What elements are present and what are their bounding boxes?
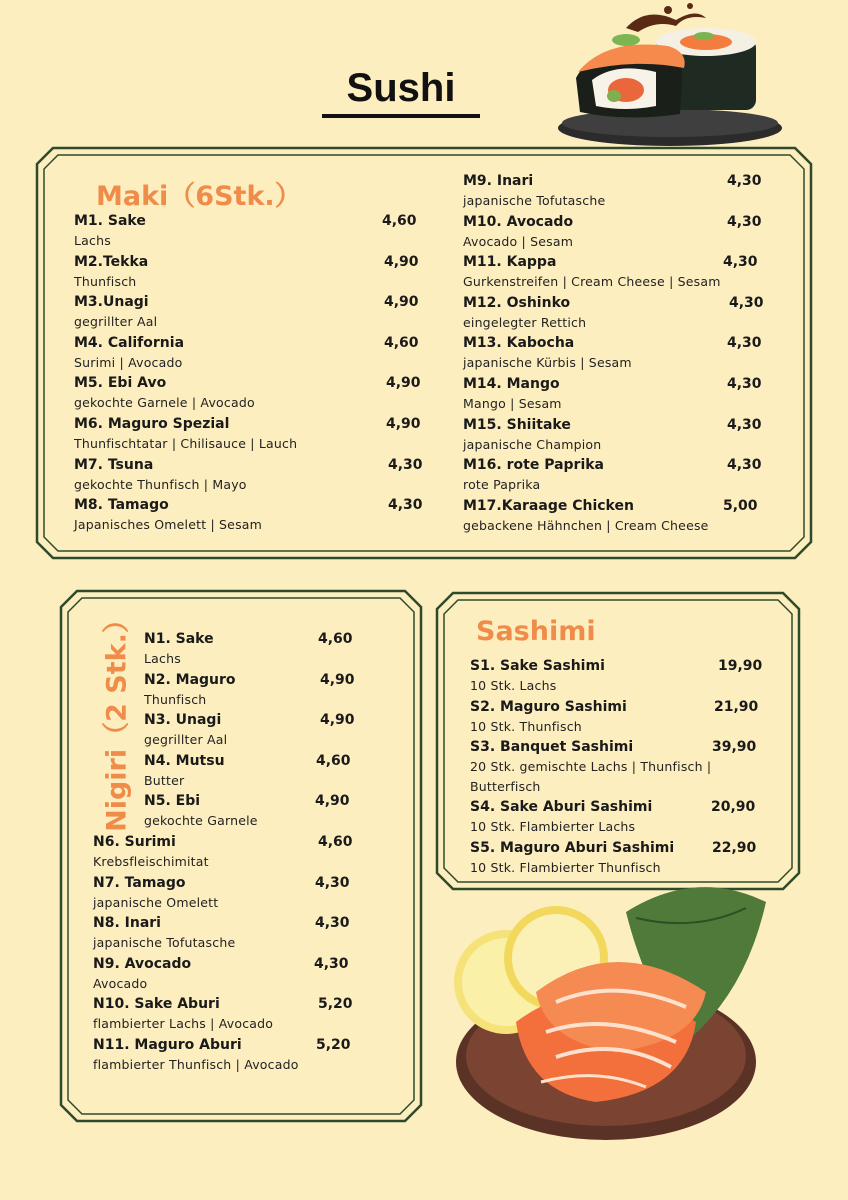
menu-item-price: 22,90: [712, 840, 757, 856]
menu-item-name: N2. Maguro: [144, 671, 236, 688]
menu-item-description: Mango | Sesam: [463, 396, 562, 411]
menu-item-description-continued: Butterfisch: [470, 779, 541, 794]
menu-item-price: 4,30: [727, 213, 762, 230]
menu-item-price: 4,30: [727, 416, 762, 433]
menu-item-price: 5,20: [318, 996, 353, 1013]
menu-item-name: N5. Ebi: [144, 793, 201, 810]
menu-item-name: M3.Unagi: [74, 294, 149, 311]
menu-item-price: 4,30: [727, 457, 762, 474]
menu-item-description: Thunfisch: [144, 691, 207, 707]
menu-item-price: 4,30: [314, 955, 349, 972]
menu-item-price: 4,90: [384, 294, 419, 311]
menu-item-price: 39,90: [712, 739, 757, 755]
menu-item-description: Avocado: [93, 975, 148, 991]
menu-item-name: M10. Avocado: [463, 213, 574, 230]
menu-item-description: flambierter Thunfisch | Avocado: [93, 1057, 299, 1072]
menu-item-description: Krebsfleischimitat: [93, 854, 209, 869]
menu-item-price: 4,60: [384, 334, 419, 351]
menu-item-price: 4,90: [315, 793, 350, 810]
menu-item-description: 10 Stk. Flambierter Lachs: [470, 819, 636, 834]
menu-item-name: N6. Surimi: [93, 834, 176, 850]
menu-item-name: M11. Kappa: [463, 254, 557, 271]
menu-item-price: 4,30: [388, 497, 423, 514]
menu-item-price: 4,30: [727, 335, 762, 352]
menu-item-name: M8. Tamago: [74, 497, 169, 514]
nigiri-title-text: Nigiri（2 Stk.）: [101, 606, 133, 832]
menu-item-price: 4,30: [723, 254, 758, 271]
menu-item-name: M6. Maguro Spezial: [74, 416, 230, 432]
menu-item-price: 4,90: [320, 671, 355, 688]
menu-item-description: Avocado | Sesam: [463, 233, 574, 249]
menu-item-name: S5. Maguro Aburi Sashimi: [470, 840, 675, 856]
menu-item-description: Lachs: [144, 651, 181, 666]
menu-item-price: 4,30: [727, 173, 762, 189]
menu-item-price: 4,60: [318, 631, 353, 647]
menu-item-price: 4,30: [315, 915, 350, 932]
menu-item-description: 20 Stk. gemischte Lachs | Thunfisch |: [470, 759, 712, 774]
menu-item-description: gegrillter Aal: [74, 314, 158, 330]
menu-item-name: M13. Kabocha: [463, 335, 575, 352]
menu-item-name: M15. Shiitake: [463, 416, 571, 433]
menu-item-price: 4,30: [727, 376, 762, 392]
menu-item-description: gebackene Hähnchen | Cream Cheese: [463, 517, 709, 533]
menu-item-name: N11. Maguro Aburi: [93, 1037, 242, 1053]
menu-item-name: S3. Banquet Sashimi: [470, 739, 634, 755]
menu-item-price: 21,90: [714, 699, 759, 715]
menu-item-name: M2.Tekka: [74, 253, 149, 270]
menu-item-price: 4,30: [388, 456, 423, 473]
menu-item-description: Surimi | Avocado: [74, 354, 183, 370]
menu-item-name: M1. Sake: [74, 213, 146, 229]
menu-item-name: M17.Karaage Chicken: [463, 497, 634, 514]
sashimi-title: Sashimi: [476, 616, 596, 647]
menu-item-price: 4,60: [318, 834, 353, 850]
menu-item-description: japanische Champion: [463, 436, 602, 452]
menu-item-name: N10. Sake Aburi: [93, 996, 220, 1013]
page-title: Sushi: [322, 64, 480, 118]
menu-item-description: 10 Stk. Flambierter Thunfisch: [470, 860, 661, 875]
menu-item-description: japanische Tofutasche: [463, 193, 606, 208]
menu-item-name: N9. Avocado: [93, 955, 192, 972]
sushi-roll-image: [556, 2, 786, 150]
menu-item-name: N1. Sake: [144, 631, 214, 647]
menu-item-price: 4,90: [386, 416, 421, 432]
menu-item-price: 4,90: [386, 375, 421, 392]
menu-item-name: M7. Tsuna: [74, 456, 154, 473]
sashimi-plate-image: [446, 872, 776, 1144]
menu-item-name: N8. Inari: [93, 915, 161, 932]
menu-item-name: S4. Sake Aburi Sashimi: [470, 799, 653, 815]
menu-item-name: M4. California: [74, 334, 185, 351]
menu-item-name: M5. Ebi Avo: [74, 375, 167, 392]
menu-item-description: gekochte Garnele | Avocado: [74, 395, 255, 411]
menu-item-name: S1. Sake Sashimi: [470, 658, 605, 674]
menu-item-price: 4,30: [315, 874, 350, 891]
menu-item-name: S2. Maguro Sashimi: [470, 699, 627, 715]
menu-item-price: 19,90: [718, 658, 763, 674]
menu-item-name: M16. rote Paprika: [463, 457, 605, 474]
menu-item-description: gekochte Garnele: [144, 813, 258, 829]
menu-item-description: japanische Kürbis | Sesam: [463, 355, 632, 371]
menu-item-description: 10 Stk. Thunfisch: [470, 719, 582, 734]
menu-item-description: japanische Tofutasche: [93, 935, 236, 951]
menu-item-name: N4. Mutsu: [144, 752, 225, 769]
menu-item-price: 4,90: [384, 253, 419, 270]
menu-item-price: 4,60: [382, 213, 417, 229]
menu-item-description: Japanisches Omelett | Sesam: [74, 517, 263, 533]
menu-item-description: Gurkenstreifen | Cream Cheese | Sesam: [463, 274, 721, 290]
menu-item-description: Butter: [144, 772, 185, 788]
maki-title: Maki（6Stk.）: [96, 181, 302, 212]
menu-item-description: Thunfisch: [74, 273, 137, 289]
menu-item-description: japanische Omelett: [93, 894, 219, 910]
menu-item-price: 4,90: [320, 712, 355, 729]
menu-item-description: eingelegter Rettich: [463, 314, 587, 330]
menu-item-description: gegrillter Aal: [144, 732, 228, 748]
menu-item-name: M12. Oshinko: [463, 294, 571, 311]
nigiri-title: [84, 606, 144, 832]
menu-item-name: N3. Unagi: [144, 712, 222, 729]
menu-item-price: 5,20: [316, 1037, 351, 1053]
menu-item-description: Lachs: [74, 233, 111, 248]
menu-item-description: Thunfischtatar | Chilisauce | Lauch: [74, 436, 298, 451]
menu-item-price: 4,30: [729, 294, 764, 311]
menu-item-price: 20,90: [711, 799, 756, 815]
menu-item-description: 10 Stk. Lachs: [470, 678, 557, 693]
menu-item-description: flambierter Lachs | Avocado: [93, 1016, 274, 1032]
menu-item-price: 5,00: [723, 497, 758, 514]
menu-item-name: M14. Mango: [463, 376, 560, 392]
menu-item-name: N7. Tamago: [93, 874, 186, 891]
menu-item-name: M9. Inari: [463, 173, 534, 189]
menu-item-description: rote Paprika: [463, 477, 541, 493]
menu-item-description: gekochte Thunfisch | Mayo: [74, 476, 247, 492]
menu-item-price: 4,60: [316, 752, 351, 769]
